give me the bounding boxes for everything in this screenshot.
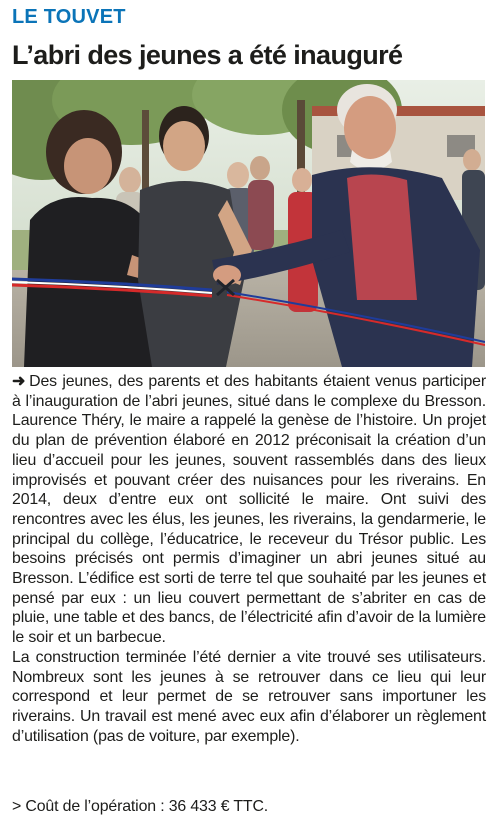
cost-line: > Coût de l’opération : 36 433 € TTC. [12,798,269,815]
section-label: LE TOUVET [12,6,126,28]
paragraph: La construction terminée l’été dernier a vite trouvé ses utilisateurs. Nombreux sont les jeunes à se retrouver dans ce lieu qui leur correspond et leur permet de se retrouver sans importuner les riverains. Un travail est mené avec eux afin d’élaborer un règlement d’utilisation (pas de voiture, par exemple). [12,648,486,745]
article-photo [12,80,485,367]
paragraph-text: Des jeunes, des parents et des habitants étaient venus participer à l’inauguration de l’abri jeunes, situé dans le complexe du Bresson. Laurence Théry, le maire a rappelé la genèse de l’histoire. Un projet du plan de prévention élaboré en 2012 préconisait la création d’un lieu d’accueil pour les jeunes, souvent rassemblés dans des lieux improvisés et pouvant créer des nuisances pour les riverains. En 2014, deux d’entre eux ont sollicité le maire. Ont suivi des rencontres avec les élus, les jeunes, les riverains, la gendarmerie, le principal du collège, l’éducatrice, le receveur du Trésor public. Les besoins précisés ont permis d’imaginer un abri jeunes situé au Bresson. L’édifice est sorti de terre tel que souhaité par les jeunes et pensé par eux : un lieu couvert permettant de s’abriter en cas de pluie, une table et des bancs, de l’électricité afin d’avoir de la lumière le soir et un barbecue. [12,373,486,647]
right-arrow-icon: ➜ [12,373,26,390]
paragraph-lead [12,372,486,648]
article-body [12,372,486,746]
article-headline: L’abri des jeunes a été inauguré [12,40,403,70]
